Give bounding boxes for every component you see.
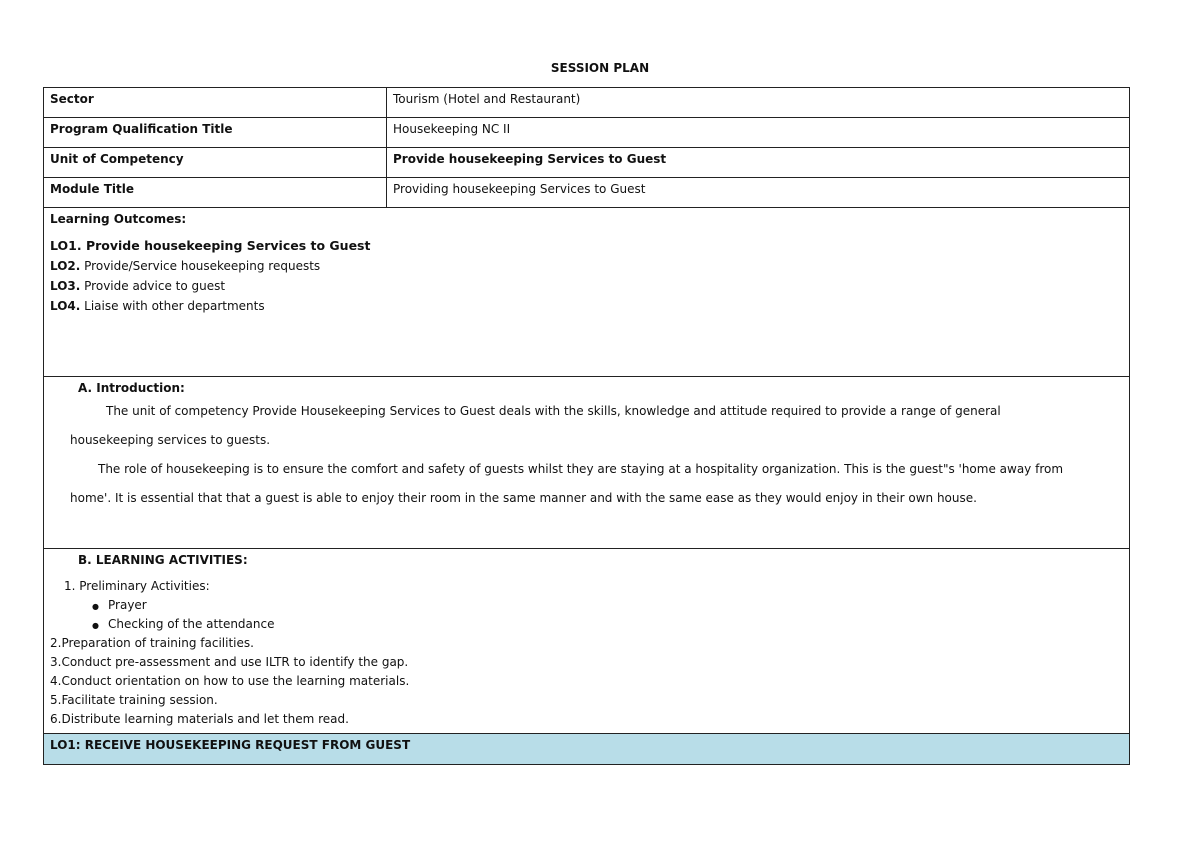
bullet-text: Prayer	[108, 598, 147, 612]
table-row	[44, 178, 1129, 208]
row-value: Providing housekeeping Services to Guest	[393, 182, 646, 196]
list-item: 1. Preliminary Activities:	[64, 579, 210, 593]
bullet-text: Checking of the attendance	[108, 617, 275, 631]
introduction-paragraph	[50, 397, 1123, 513]
table-row	[44, 118, 1129, 148]
row-label: Sector	[44, 88, 387, 117]
row-value: Housekeeping NC II	[393, 122, 511, 136]
list-item: 6.Distribute learning materials and let them read.	[50, 712, 349, 726]
session-plan-table	[43, 87, 1130, 765]
list-item	[50, 296, 1123, 316]
paragraph-line: home'. It is essential that that a guest is able to enjoy their room in the same manner and with the same ease as they would enjoy in their own house.	[70, 491, 977, 505]
activities-heading: B. LEARNING ACTIVITIES:	[78, 553, 248, 567]
introduction-heading: A. Introduction:	[78, 381, 185, 395]
outcome-text: Provide/Service housekeeping requests	[84, 259, 321, 273]
outcome-code: LO2.	[50, 259, 81, 273]
list-item	[50, 276, 1123, 296]
list-item: 3.Conduct pre-assessment and use ILTR to identify the gap.	[50, 655, 409, 669]
table-row	[44, 148, 1129, 178]
outcome-text: Provide housekeeping Services to Guest	[85, 238, 371, 253]
paragraph-line: The unit of competency Provide Housekeeping Services to Guest deals with the skills, knowledge and attitude required to provide a range of general	[106, 404, 1001, 418]
row-label: Program Qualification Title	[44, 118, 387, 147]
outcome-code: LO4.	[50, 299, 81, 313]
bullet-item	[50, 596, 1123, 615]
row-label: Unit of Competency	[44, 148, 387, 177]
list-item: 2.Preparation of training facilities.	[50, 636, 254, 650]
learning-outcomes-section	[44, 208, 1129, 377]
learning-outcomes-heading: Learning Outcomes:	[50, 212, 187, 226]
bullet-item	[50, 615, 1123, 634]
list-item	[50, 236, 1123, 256]
lo1-header-bar: LO1: RECEIVE HOUSEKEEPING REQUEST FROM GUEST	[44, 734, 1129, 764]
outcome-code: LO3.	[50, 279, 81, 293]
learning-activities-section	[44, 549, 1129, 734]
page-title: SESSION PLAN	[550, 61, 650, 75]
row-value: Provide housekeeping Services to Guest	[393, 152, 667, 166]
introduction-section	[44, 377, 1129, 549]
outcome-text: Liaise with other departments	[84, 299, 265, 313]
outcome-text: Provide advice to guest	[84, 279, 226, 293]
table-row	[44, 88, 1129, 118]
paragraph-line: housekeeping services to guests.	[70, 433, 271, 447]
list-item: 4.Conduct orientation on how to use the learning materials.	[50, 674, 410, 688]
list-item: 5.Facilitate training session.	[50, 693, 218, 707]
paragraph-line: The role of housekeeping is to ensure the comfort and safety of guests whilst they are staying at a hospitality organization. This is the guest"s 'home away from	[98, 462, 1064, 476]
list-item	[50, 256, 1123, 276]
outcome-code: LO1.	[50, 238, 82, 253]
row-label: Module Title	[44, 178, 387, 207]
row-value: Tourism (Hotel and Restaurant)	[393, 92, 581, 106]
